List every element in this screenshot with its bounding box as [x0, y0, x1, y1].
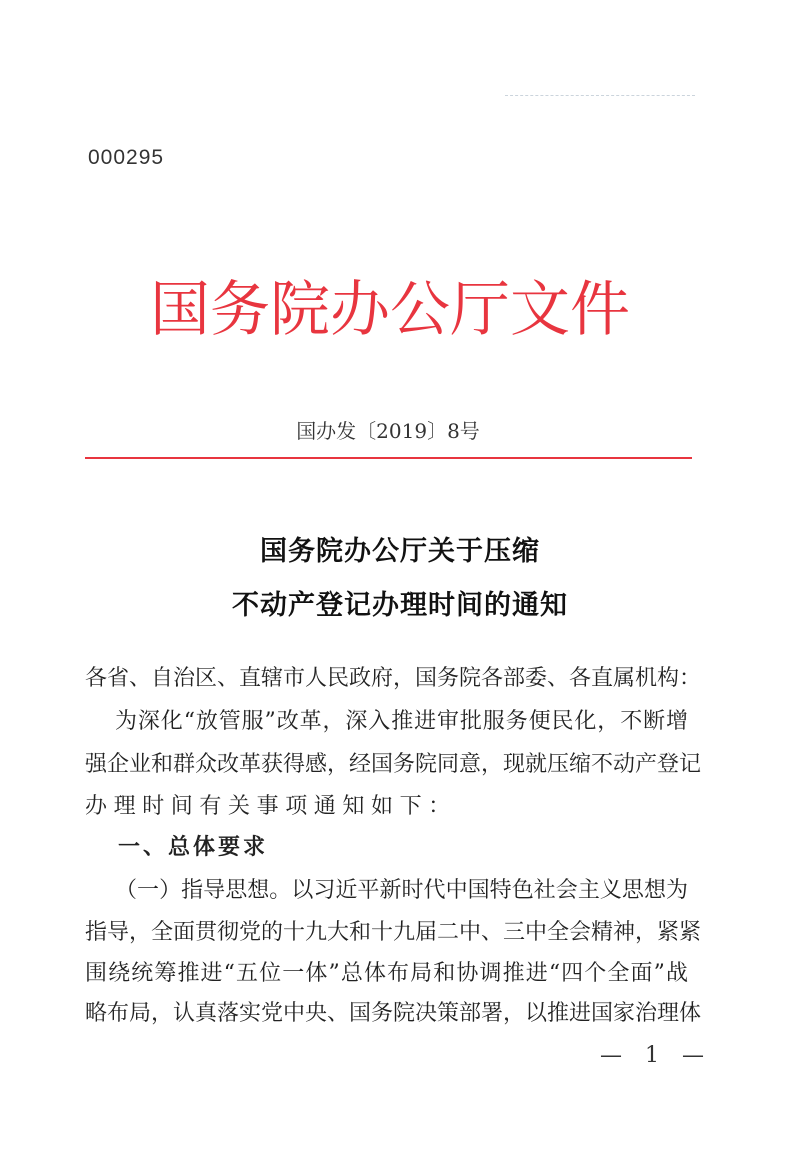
page-number: — 1 —	[600, 1043, 712, 1068]
body-line: （一）指导思想。以习近平新时代中国特色社会主义思想为	[115, 878, 688, 903]
body-line: 指导，全面贯彻党的十九大和十九届二中、三中全会精神，紧紧	[85, 920, 702, 945]
issuer-header: 国务院办公厅文件	[150, 275, 630, 345]
serial-number: 000295	[88, 146, 165, 169]
body-line: 略布局，认真落实党中央、国务院决策部署，以推进国家治理体	[85, 1001, 702, 1026]
document-title-line-1: 国务院办公厅关于压缩	[260, 536, 540, 567]
section-heading: 一、总体要求	[118, 835, 269, 860]
salutation: 各省、自治区、直辖市人民政府，国务院各部委、各直属机构：	[85, 666, 702, 691]
body-line: 围绕统筹推进“五位一体”总体布局和协调推进“四个全面”战	[85, 961, 688, 986]
document-title-line-2: 不动产登记办理时间的通知	[232, 590, 568, 621]
body-line: 办理时间有关事项通知如下：	[85, 794, 457, 819]
body-line: 强企业和群众改革获得感，经国务院同意，现就压缩不动产登记	[85, 752, 702, 777]
red-divider	[85, 457, 692, 459]
body-line: 为深化“放管服”改革，深入推进审批服务便民化，不断增	[115, 709, 688, 734]
document-number: 国办发〔2019〕8号	[296, 419, 480, 443]
scan-artifact	[505, 95, 695, 97]
